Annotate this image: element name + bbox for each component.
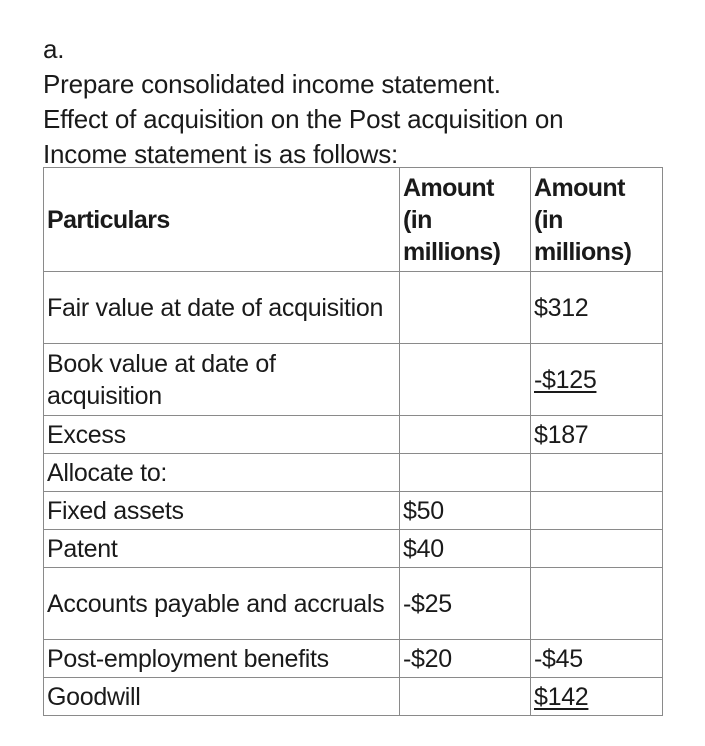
row-particular: Excess — [44, 416, 400, 454]
table-row — [44, 678, 663, 716]
table-row — [44, 344, 663, 416]
row-amount-1: $40 — [400, 530, 531, 568]
row-amount-1 — [400, 272, 531, 344]
table-row — [44, 640, 663, 678]
row-amount-1: $50 — [400, 492, 531, 530]
table-row — [44, 492, 663, 530]
table-header-row — [44, 168, 663, 272]
acquisition-table — [43, 167, 663, 716]
row-particular: Allocate to: — [44, 454, 400, 492]
table-row — [44, 454, 663, 492]
row-amount-1 — [400, 344, 531, 416]
row-amount-2: -$45 — [531, 640, 663, 678]
row-amount-2 — [531, 492, 663, 530]
row-particular: Goodwill — [44, 678, 400, 716]
table-row — [44, 272, 663, 344]
row-amount-2 — [531, 454, 663, 492]
row-particular: Fixed assets — [44, 492, 400, 530]
row-particular: Post-employment benefits — [44, 640, 400, 678]
row-amount-2: $142 — [531, 678, 663, 716]
row-amount-2 — [531, 568, 663, 640]
header-particulars: Particulars — [44, 168, 400, 272]
row-amount-2: $312 — [531, 272, 663, 344]
intro-line-2: Effect of acquisition on the Post acquisition on — [43, 104, 564, 134]
row-amount-1 — [400, 416, 531, 454]
intro-line-3: Income statement is as follows: — [43, 139, 399, 169]
row-amount-2 — [531, 530, 663, 568]
row-amount-2: $187 — [531, 416, 663, 454]
intro-line-1: Prepare consolidated income statement. — [43, 69, 501, 99]
table-row — [44, 416, 663, 454]
row-amount-1: -$25 — [400, 568, 531, 640]
row-amount-1 — [400, 678, 531, 716]
intro-text — [43, 32, 563, 172]
row-amount-2: -$125 — [531, 344, 663, 416]
header-amount-1: Amount (in millions) — [400, 168, 531, 272]
row-particular: Accounts payable and accruals — [44, 568, 400, 640]
row-amount-1 — [400, 454, 531, 492]
row-particular: Book value at date of acquisition — [44, 344, 400, 416]
row-particular: Patent — [44, 530, 400, 568]
row-particular: Fair value at date of acquisition — [44, 272, 400, 344]
table-row — [44, 568, 663, 640]
row-amount-1: -$20 — [400, 640, 531, 678]
header-amount-2: Amount (in millions) — [531, 168, 663, 272]
table-row — [44, 530, 663, 568]
part-label: a. — [43, 34, 65, 64]
